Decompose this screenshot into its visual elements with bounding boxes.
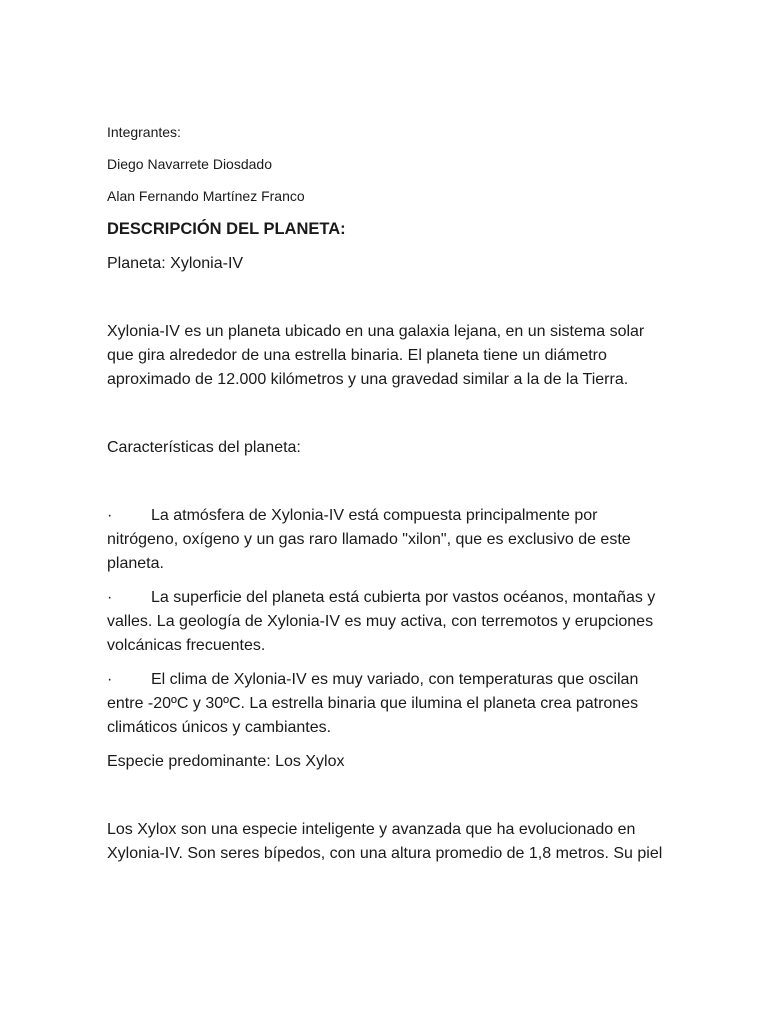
member-name: Alan Fernando Martínez Franco <box>107 188 305 204</box>
bullet-symbol: · <box>107 589 113 606</box>
section-heading: DESCRIPCIÓN DEL PLANETA: <box>107 220 346 238</box>
bullet-symbol: · <box>107 507 113 524</box>
member-name: Diego Navarrete Diosdado <box>107 156 272 172</box>
feature-text: El clima de Xylonia-IV es muy variado, con temperaturas que oscilan entre -20ºC y 30ºC. La estrella binaria que ilumina el planeta crea patrones climáticos únicos y cambiantes. <box>107 671 639 736</box>
feature-bullet <box>107 586 667 658</box>
bullet-symbol: · <box>107 671 113 688</box>
document-page <box>107 122 667 876</box>
intro-paragraph: Xylonia-IV es un planeta ubicado en una galaxia lejana, en un sistema solar que gira alrededor de una estrella binaria. El planeta tiene un diámetro aproximado de 12.000 kilómetros y una gravedad similar a la de la Tierra. <box>107 323 645 388</box>
features-label: Características del planeta: <box>107 439 301 456</box>
members-label: Integrantes: <box>107 124 181 140</box>
feature-bullet <box>107 668 667 740</box>
feature-bullet <box>107 504 667 576</box>
feature-text: La superficie del planeta está cubierta por vastos océanos, montañas y valles. La geología de Xylonia-IV es muy activa, con terremotos y erupciones volcánicas frecuentes. <box>107 589 656 654</box>
species-label: Especie predominante: Los Xylox <box>107 753 345 770</box>
feature-text: La atmósfera de Xylonia-IV está compuesta principalmente por nitrógeno, oxígeno y un gas raro llamado "xilon", que es exclusivo de este planeta. <box>107 507 631 572</box>
species-paragraph: Los Xylox son una especie inteligente y avanzada que ha evolucionado en Xylonia-IV. Son seres bípedos, con una altura promedio de 1,8 metros. Su piel <box>107 821 663 862</box>
planet-name-line: Planeta: Xylonia-IV <box>107 255 244 272</box>
